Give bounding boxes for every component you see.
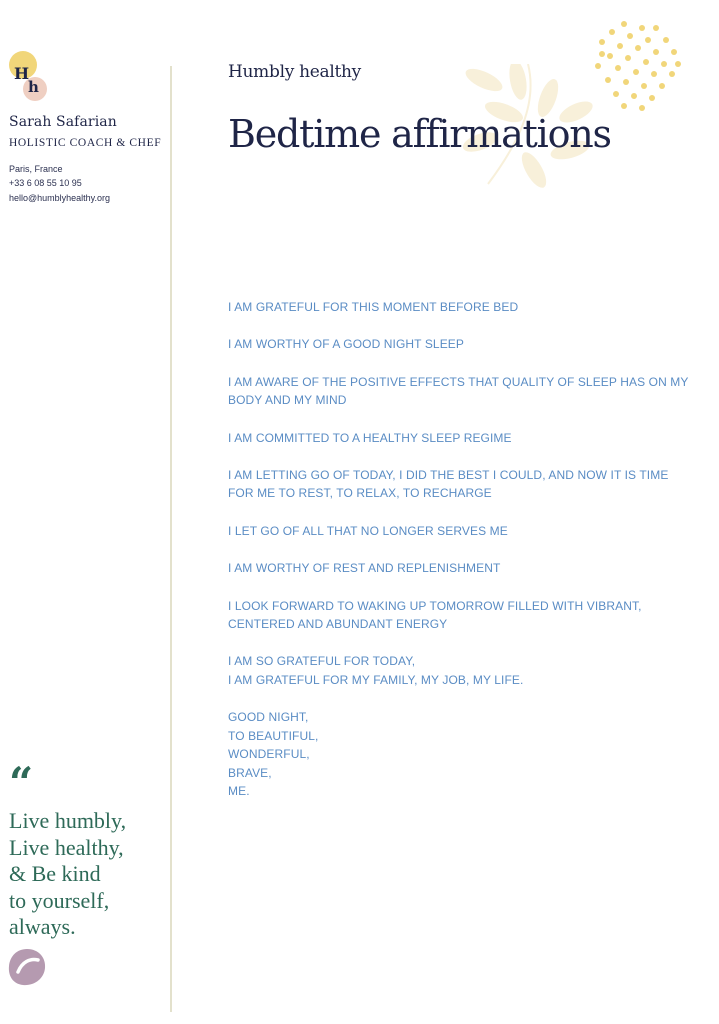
page-title: Bedtime affirmations (228, 112, 611, 156)
affirmation-item (228, 652, 688, 689)
affirmation-line: I AM LETTING GO OF TODAY, I DID THE BEST I COULD, AND NOW IT IS TIME (228, 468, 669, 483)
vertical-divider (170, 66, 172, 1012)
affirmation-line: ME. (228, 783, 250, 798)
quote-line: Live healthy, (9, 834, 124, 860)
affirmation-line: I AM WORTHY OF A GOOD NIGHT SLEEP (228, 337, 465, 352)
affirmations-list (228, 298, 688, 819)
quote-line: to yourself, (9, 887, 110, 913)
brand-name: Humbly healthy (228, 62, 361, 82)
affirmation-item (228, 373, 688, 410)
email-link[interactable]: hello@humblyhealthy.org (9, 193, 111, 203)
affirmation-line: BRAVE, (228, 765, 272, 780)
affirmation-item (228, 597, 688, 634)
decorative-dots-icon (590, 18, 686, 114)
affirmation-line: GOOD NIGHT, (228, 710, 309, 725)
quote-line: always. (9, 914, 76, 939)
humbly-healthy-logo (7, 48, 51, 104)
affirmation-item (228, 708, 688, 800)
affirmation-item (228, 298, 688, 316)
decorative-blob-icon (6, 946, 48, 988)
affirmation-line: I LET GO OF ALL THAT NO LONGER SERVES ME (228, 523, 508, 538)
affirmation-item (228, 335, 688, 353)
author-name: Sarah Safarian (9, 114, 117, 130)
quote-line: & Be kind (9, 861, 101, 886)
affirmation-item (228, 429, 688, 447)
affirmation-line: I AM COMMITTED TO A HEALTHY SLEEP REGIME (228, 430, 512, 445)
author-role: HOLISTIC COACH & CHEF (9, 137, 162, 149)
affirmation-line: WONDERFUL, (228, 747, 310, 762)
logo-letter-h-upper: H (14, 64, 30, 83)
affirmation-line: I AM SO GRATEFUL FOR TODAY, (228, 654, 416, 669)
affirmation-line: I AM AWARE OF THE POSITIVE EFFECTS THAT QUALITY OF SLEEP HAS ON MY (228, 374, 689, 389)
affirmation-line: I LOOK FORWARD TO WAKING UP TOMORROW FILLED WITH VIBRANT, (228, 598, 642, 613)
affirmation-line: I AM GRATEFUL FOR MY FAMILY, MY JOB, MY LIFE. (228, 672, 524, 687)
location-text: Paris, France (9, 164, 63, 174)
affirmation-item (228, 522, 688, 540)
phone-text: +33 6 08 55 10 95 (9, 178, 82, 188)
affirmation-item (228, 559, 688, 577)
affirmation-line: BODY AND MY MIND (228, 393, 347, 408)
affirmation-line: TO BEAUTIFUL, (228, 728, 319, 743)
affirmation-line: FOR ME TO REST, TO RELAX, TO RECHARGE (228, 486, 492, 501)
sidebar-quote (9, 808, 169, 941)
logo-letter-h-lower: h (28, 78, 39, 96)
quote-mark-icon: “ (9, 758, 34, 807)
quote-line: Live humbly, (9, 808, 127, 833)
affirmation-line: CENTERED AND ABUNDANT ENERGY (228, 617, 448, 632)
affirmation-item (228, 466, 688, 503)
affirmation-line: I AM WORTHY OF REST AND REPLENISHMENT (228, 561, 501, 576)
affirmation-line: I AM GRATEFUL FOR THIS MOMENT BEFORE BED (228, 300, 519, 314)
